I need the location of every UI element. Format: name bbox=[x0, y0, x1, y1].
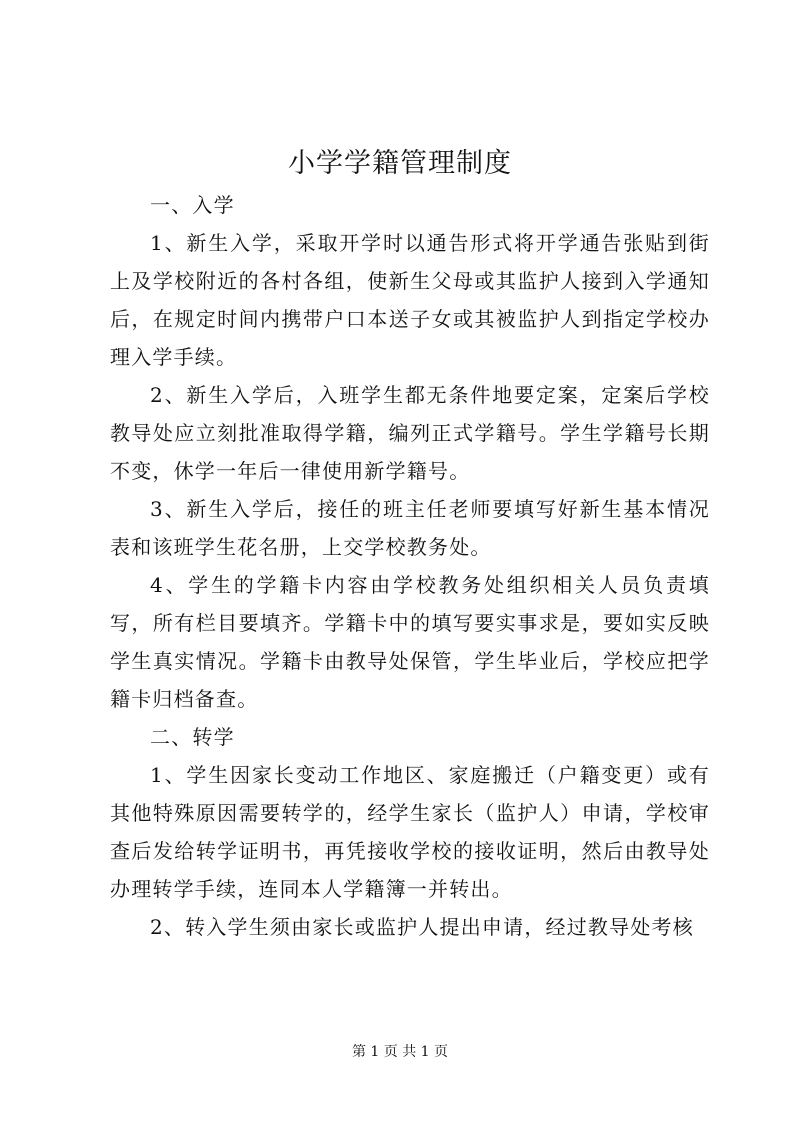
paragraph-enrollment-4: 4、学生的学籍卡内容由学校教务处组织相关人员负责填写，所有栏目要填齐。学籍卡中的填写要实事求是，要如实反映学生真实情况。学籍卡由教导处保管，学生毕业后，学校应把学籍卡归档备查。 bbox=[110, 573, 710, 711]
paragraph-enrollment-2: 2、新生入学后，入班学生都无条件地要定案，定案后学校教导处应立刻批准取得学籍，编列正式学籍号。学生学籍号长期不变，休学一年后一律使用新学籍号。 bbox=[110, 383, 710, 483]
paragraph-enrollment-1: 1、新生入学，采取开学时以通告形式将开学通告张贴到街上及学校附近的各村各组，使新生父母或其监护人接到入学通知后，在规定时间内携带户口本送子女或其被监护人到指定学校办理入学手续。 bbox=[110, 231, 710, 369]
page-footer: 第 1 页 共 1 页 bbox=[351, 1044, 449, 1060]
paragraph-transfer-2: 2、转入学生须由家长或监护人提出申请，经过教导处考核 bbox=[150, 915, 694, 939]
paragraph-transfer-1: 1、学生因家长变动工作地区、家庭搬迁（户籍变更）或有其他特殊原因需要转学的，经学生家长（监护人）申请，学校审查后发给转学证明书，再凭接收学校的接收证明，然后由教导处办理转学手续，连同本人学籍簿一并转出。 bbox=[110, 763, 710, 901]
paragraph-enrollment-3: 3、新生入学后，接任的班主任老师要填写好新生基本情况表和该班学生花名册，上交学校教务处。 bbox=[110, 497, 710, 559]
document-title: 小学学籍管理制度 bbox=[288, 148, 512, 179]
section-heading-transfer: 二、转学 bbox=[150, 725, 235, 749]
document-body bbox=[110, 186, 710, 946]
section-heading-enrollment: 一、入学 bbox=[150, 193, 235, 217]
